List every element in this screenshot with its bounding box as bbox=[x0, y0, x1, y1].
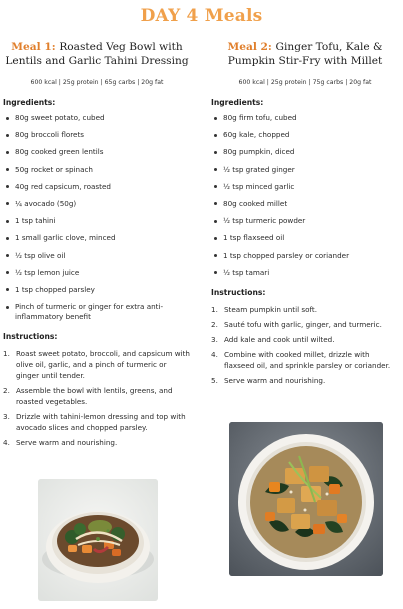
list-item: 1. Steam pumpkin until soft. bbox=[211, 304, 318, 314]
list-item: 1 tsp chopped parsley or coriander bbox=[211, 251, 399, 261]
list-item: 1 tsp flaxseed oil bbox=[211, 233, 399, 243]
meal-2-title: Ginger Tofu, Kale & Pumpkin Stir-Fry with Millet bbox=[227, 41, 383, 67]
list-item: Pinch of turmeric or ginger for extra anti-inflammatory benefit bbox=[3, 302, 191, 322]
list-item: 3. Add kale and cook until wilted. bbox=[211, 334, 335, 344]
meal-2-column bbox=[211, 40, 399, 390]
meal-1-label: Meal 1 bbox=[11, 41, 52, 53]
meal-1-title: Roasted Veg Bowl with Lentils and Garlic Tahini Dressing bbox=[5, 41, 189, 67]
meal-2-ingredient-list bbox=[211, 113, 399, 278]
meal-1-column bbox=[3, 40, 191, 452]
tofu-stir-fry-image bbox=[229, 422, 383, 576]
list-item: 1. Roast sweet potato, broccoli, and capsicum with olive oil, garlic, and a pinch of turmeric or ginger until tender. bbox=[3, 349, 190, 381]
list-item: 50g rocket or spinach bbox=[3, 165, 191, 175]
list-item: 80g sweet potato, cubed bbox=[3, 113, 191, 123]
list-item: 5. Serve warm and nourishing. bbox=[211, 375, 326, 385]
list-item: ½ tsp grated ginger bbox=[211, 165, 399, 175]
meal-2-instruction-list bbox=[211, 304, 399, 386]
meal-2-photo bbox=[229, 422, 383, 576]
meal-2-heading: Meal 2: Ginger Tofu, Kale & Pumpkin Stir-Fry with Millet bbox=[227, 41, 383, 67]
meal-2-label: Meal 2 bbox=[227, 41, 268, 53]
list-item: ½ tsp turmeric powder bbox=[211, 216, 399, 226]
list-item: 2. Sauté tofu with garlic, ginger, and turmeric. bbox=[211, 319, 382, 329]
meal-1-photo bbox=[38, 479, 158, 601]
list-item: 80g broccoli florets bbox=[3, 130, 191, 140]
list-item: 2. Assemble the bowl with lentils, greens, and roasted vegetables. bbox=[3, 386, 173, 407]
list-item: ½ tsp lemon juice bbox=[3, 268, 191, 278]
meal-1-heading: Meal 1: Roasted Veg Bowl with Lentils and Garlic Tahini Dressing bbox=[5, 41, 189, 67]
list-item: 80g firm tofu, cubed bbox=[211, 113, 399, 123]
list-item: 1 tsp tahini bbox=[3, 216, 191, 226]
roasted-veg-bowl-image bbox=[38, 479, 158, 601]
meal-2-ingredients-heading: Ingredients: bbox=[211, 98, 264, 107]
list-item: 1 tsp chopped parsley bbox=[3, 285, 191, 295]
list-item: 3. Drizzle with tahini-lemon dressing and top with avocado slices and chopped parsley. bbox=[3, 412, 186, 433]
list-item: ½ tsp olive oil bbox=[3, 251, 191, 261]
meal-2-instructions-heading: Instructions: bbox=[211, 287, 266, 297]
list-item: ¼ avocado (50g) bbox=[3, 199, 191, 209]
meal-2-nutrition: 600 kcal | 25g protein | 75g carbs | 20g fat bbox=[238, 79, 372, 86]
list-item: 4. Serve warm and nourishing. bbox=[3, 438, 118, 448]
list-item: 40g red capsicum, roasted bbox=[3, 182, 191, 192]
list-item: ½ tsp tamari bbox=[211, 268, 399, 278]
page-title: DAY 4 Meals bbox=[140, 6, 263, 26]
list-item: ½ tsp minced garlic bbox=[211, 182, 399, 192]
list-item: 60g kale, chopped bbox=[211, 130, 399, 140]
meal-1-ingredient-list bbox=[3, 113, 191, 322]
list-item: 4. Combine with cooked millet, drizzle with flaxseed oil, and sprinkle parsley or coriander. bbox=[211, 349, 391, 370]
list-item: 80g pumpkin, diced bbox=[211, 147, 399, 157]
meal-1-ingredients-heading: Ingredients: bbox=[3, 98, 56, 107]
list-item: 80g cooked millet bbox=[211, 199, 399, 209]
meal-1-instruction-list bbox=[3, 348, 191, 448]
list-item: 80g cooked green lentils bbox=[3, 147, 191, 157]
meal-1-instructions-heading: Instructions: bbox=[3, 332, 58, 342]
list-item: 1 small garlic clove, minced bbox=[3, 233, 191, 243]
meal-1-nutrition: 600 kcal | 25g protein | 65g carbs | 20g fat bbox=[30, 79, 164, 86]
